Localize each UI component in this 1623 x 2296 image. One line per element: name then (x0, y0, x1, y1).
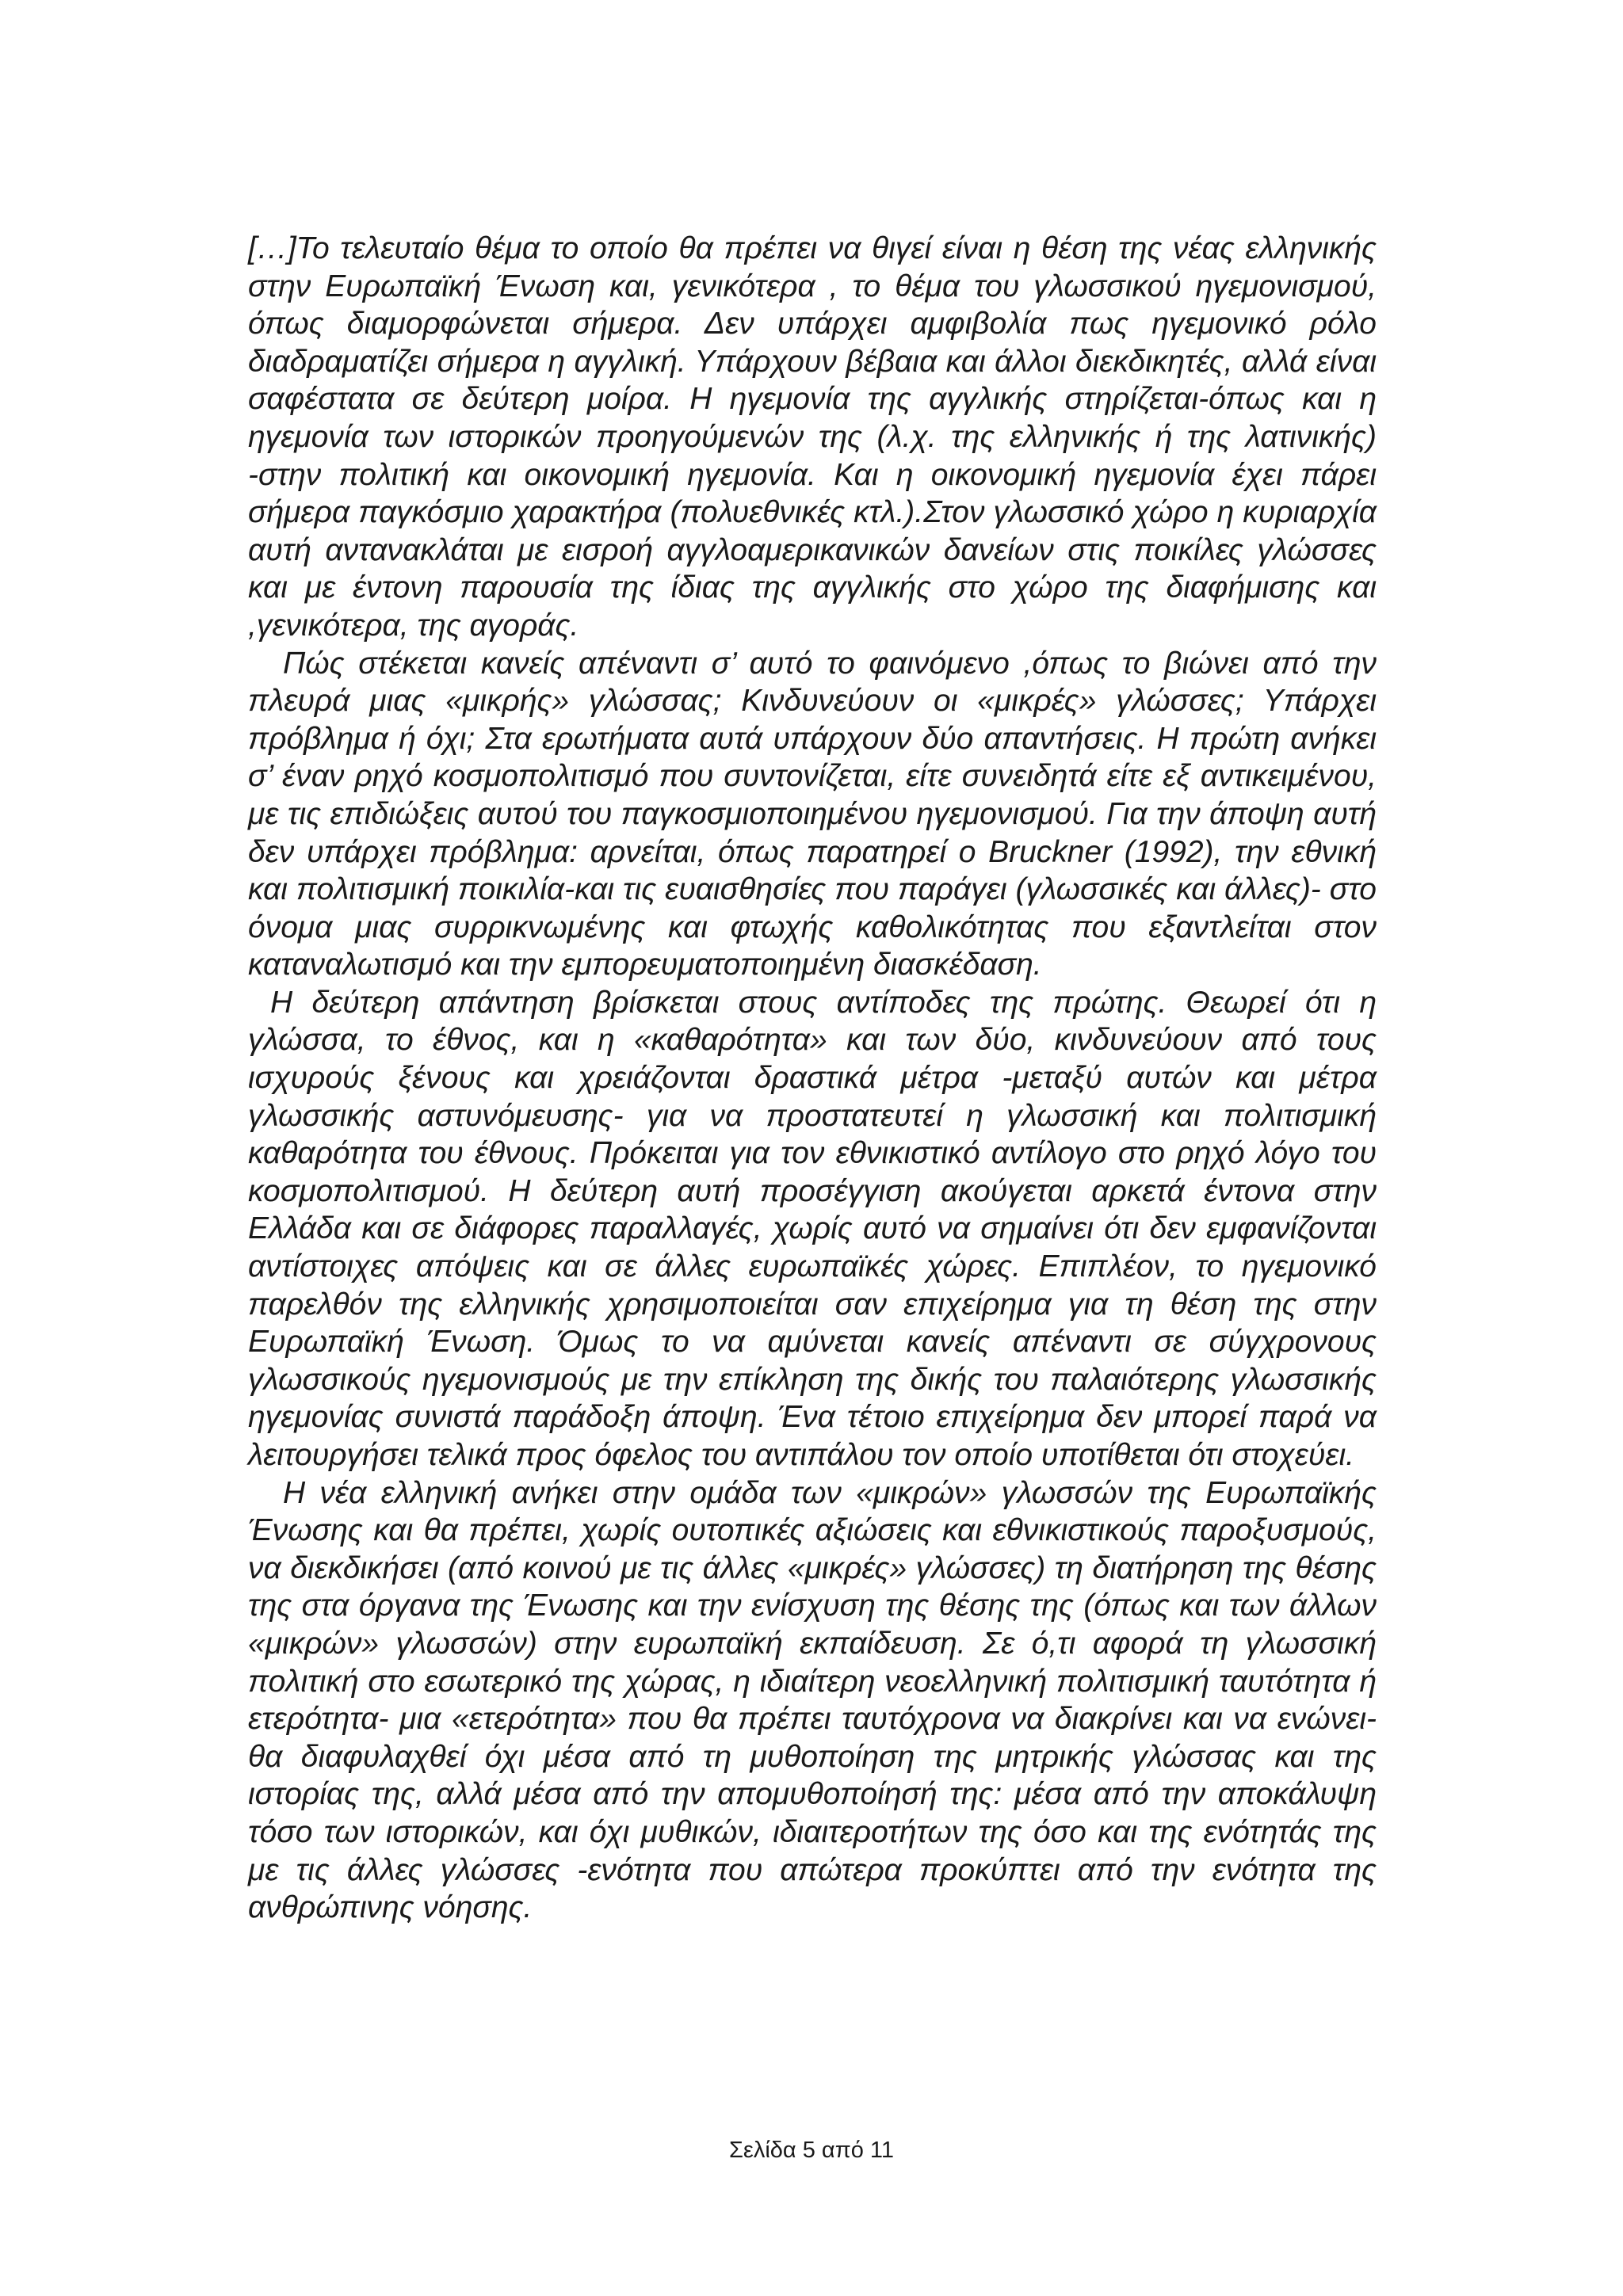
document-body (248, 230, 1377, 1927)
paragraph-4: Η νέα ελληνική ανήκει στην ομάδα των «μικρών» γλωσσών της Ευρωπαϊκής Ένωσης και θα πρέπει, χωρίς ουτοπικές αξιώσεις και εθνικιστικούς παροξυσμούς, να διεκδικήσει (από κοινού με τις άλλες «μικρές» γλώσσες) τη διατήρηση της θέσης της στα όργανα της Ένωσης και την ενίσχυση της θέσης της (όπως και των άλλων «μικρών» γλωσσών) στην ευρωπαϊκή εκπαίδευση. Σε ό,τι αφορά τη γλωσσική πολιτική στο εσωτερικό της χώρας, η ιδιαίτερη νεοελληνική πολιτισμική ταυτότητα ή ετερότητα- μια «ετερότητα» που θα πρέπει ταυτόχρονα να διακρίνει και να ενώνει- θα διαφυλαχθεί όχι μέσα από τη μυθοποίηση της μητρικής γλώσσας και της ιστορίας της, αλλά μέσα από την απομυθοποίησή της: μέσα από την αποκάλυψη τόσο των ιστορικών, και όχι μυθικών, ιδιαιτεροτήτων της όσο και της ενότητάς της με τις άλλες γλώσσες -ενότητα που απώτερα προκύπτει από την ενότητα της ανθρώπινης νόησης. (248, 1475, 1377, 1925)
paragraph-3: Η δεύτερη απάντηση βρίσκεται στους αντίποδες της πρώτης. Θεωρεί ότι η γλώσσα, το έθνος, και η «καθαρότητα» και των δύο, κινδυνεύουν από τους ισχυρούς ξένους και χρειάζονται δραστικά μέτρα -μεταξύ αυτών και μέτρα γλωσσικής αστυνόμευσης- για να προστατευτεί η γλωσσική και πολιτισμική καθαρότητα του έθνους. Πρόκειται για τον εθνικιστικό αντίλογο στο ρηχό λόγο του κοσμοπολιτισμού. Η δεύτερη αυτή προσέγγιση ακούγεται αρκετά έντονα στην Ελλάδα και σε διάφορες παραλλαγές, χωρίς αυτό να σημαίνει ότι δεν εμφανίζονται αντίστοιχες απόψεις και σε άλλες ευρωπαϊκές χώρες. Επιπλέον, το ηγεμονικό παρελθόν της ελληνικής χρησιμοποιείται σαν επιχείρημα για τη θέση της στην Ευρωπαϊκή Ένωση. Όμως το να αμύνεται κανείς απέναντι σε σύγχρονους γλωσσικούς ηγεμονισμούς με την επίκληση της δικής του παλαιότερης γλωσσικής ηγεμονίας συνιστά παράδοξη άποψη. Ένα τέτοιο επιχείρημα δεν μπορεί παρά να λειτουργήσει τελικά προς όφελος του αντιπάλου τον οποίο υποτίθεται ότι στοχεύει. (248, 985, 1377, 1472)
page-footer: Σελίδα 5 από 11 (728, 2138, 894, 2163)
paragraph-1: […]Το τελευταίο θέμα το οποίο θα πρέπει να θιγεί είναι η θέση της νέας ελληνικής στην Ευρωπαϊκή Ένωση και, γενικότερα , το θέμα του γλωσσικού ηγεμονισμού, όπως διαμορφώνεται σήμερα. Δεν υπάρχει αμφιβολία πως ηγεμονικό ρόλο διαδραματίζει σήμερα η αγγλική. Υπάρχουν βέβαια και άλλοι διεκδικητές, αλλά είναι σαφέστατα σε δεύτερη μοίρα. Η ηγεμονία της αγγλικής στηρίζεται-όπως και η ηγεμονία των ιστορικών προηγούμενών της (λ.χ. της ελληνικής ή της λατινικής) -στην πολιτική και οικονομική ηγεμονία. Και η οικονομική ηγεμονία έχει πάρει σήμερα παγκόσμιο χαρακτήρα (πολυεθνικές κτλ.).Στον γλωσσικό χώρο η κυριαρχία αυτή αντανακλάται με εισροή αγγλοαμερικανικών δανείων στις ποικίλες γλώσσες και με έντονη παρουσία της ίδιας της αγγλικής στο χώρο της διαφήμισης και ,γενικότερα, της αγοράς. (248, 231, 1377, 643)
paragraph-2: Πώς στέκεται κανείς απέναντι σ’ αυτό το φαινόμενο ,όπως το βιώνει από την πλευρά μιας «μικρής» γλώσσας; Κινδυνεύουν οι «μικρές» γλώσσες; Υπάρχει πρόβλημα ή όχι; Στα ερωτήματα αυτά υπάρχουν δύο απαντήσεις. Η πρώτη ανήκει σ’ έναν ρηχό κοσμοπολιτισμό που συντονίζεται, είτε συνειδητά είτε εξ αντικειμένου, με τις επιδιώξεις αυτού του παγκοσμιοποιημένου ηγεμονισμού. Για την άποψη αυτή δεν υπάρχει πρόβλημα: αρνείται, όπως παρατηρεί ο Bruckner (1992), την εθνική και πολιτισμική ποικιλία-και τις ευαισθησίες που παράγει (γλωσσικές και άλλες)- στο όνομα μιας συρρικνωμένης και φτωχής καθολικότητας που εξαντλείται στον καταναλωτισμό και την εμπορευματοποιημένη διασκέδαση. (248, 646, 1377, 982)
